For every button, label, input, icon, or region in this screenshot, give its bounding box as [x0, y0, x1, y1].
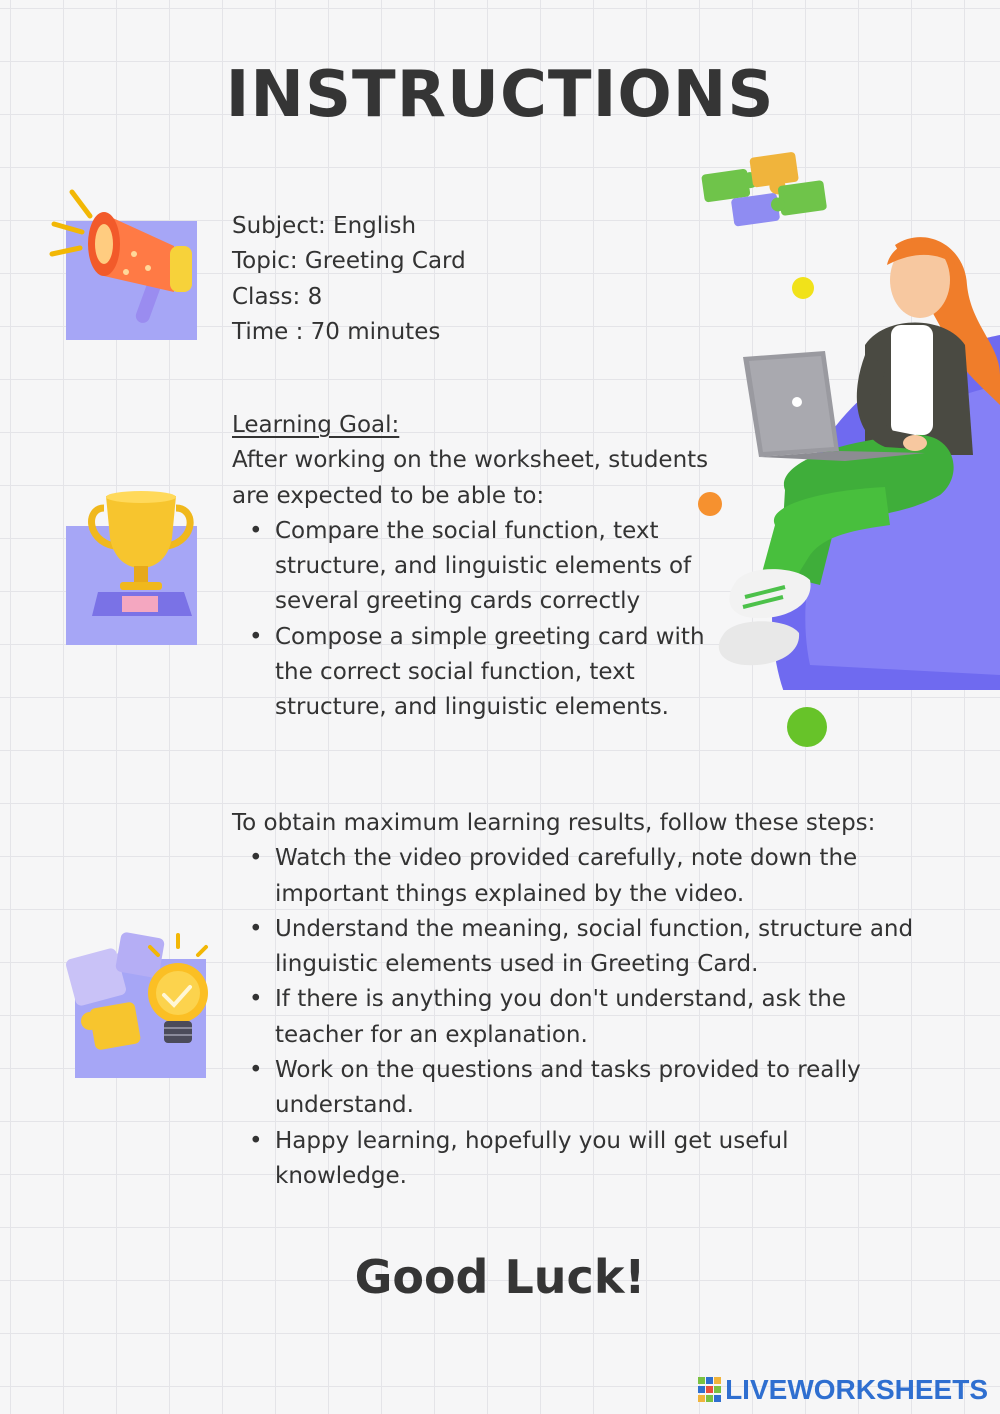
megaphone-icon	[44, 184, 204, 334]
list-item: • Understand the meaning, social function, structure and linguistic elements used in Greeting Card.	[232, 912, 925, 983]
steps-intro: To obtain maximum learning results, follow these steps:	[232, 810, 876, 836]
list-item: • Work on the questions and tasks provided to really understand.	[232, 1053, 925, 1124]
brand-logo	[698, 1374, 988, 1406]
learning-goal-heading: Learning Goal:	[232, 412, 400, 438]
closing-text: Good Luck!	[354, 1250, 646, 1304]
steps-section	[232, 806, 932, 1194]
list-item: • If there is anything you don't understand, ask the teacher for an explanation.	[232, 982, 925, 1053]
list-item: • Compose a simple greeting card with the correct social function, text structure, and linguistic elements.	[232, 620, 725, 726]
time-line: Time : 70 minutes	[232, 318, 441, 345]
list-item: • Happy learning, hopefully you will get useful knowledge.	[232, 1124, 925, 1195]
list-item: • Compare the social function, text structure, and linguistic elements of several greeting cards correctly	[232, 514, 725, 620]
liveworksheets-logo-icon	[698, 1377, 722, 1403]
list-item: • Watch the video provided carefully, note down the important things explained by the video.	[232, 841, 925, 912]
steps-list	[232, 841, 932, 1194]
subject-line: Subject: English	[232, 213, 417, 239]
learning-goal-intro: After working on the worksheet, students are expected to be able to:	[232, 447, 709, 509]
page-title: INSTRUCTIONS	[225, 58, 775, 132]
brand-name: LIVEWORKSHEETS	[725, 1374, 988, 1405]
learning-goal-list	[232, 514, 732, 726]
trophy-icon	[84, 488, 204, 623]
lesson-info	[232, 209, 466, 350]
woman-with-laptop-illustration	[715, 225, 1000, 690]
green-dot-decoration	[786, 706, 828, 748]
learning-goal-section	[232, 408, 732, 726]
class-line: Class: 8	[232, 283, 323, 310]
lightbulb-puzzle-icon	[52, 925, 212, 1065]
puzzle-pieces-icon	[696, 148, 836, 234]
topic-line: Topic: Greeting Card	[232, 248, 466, 275]
